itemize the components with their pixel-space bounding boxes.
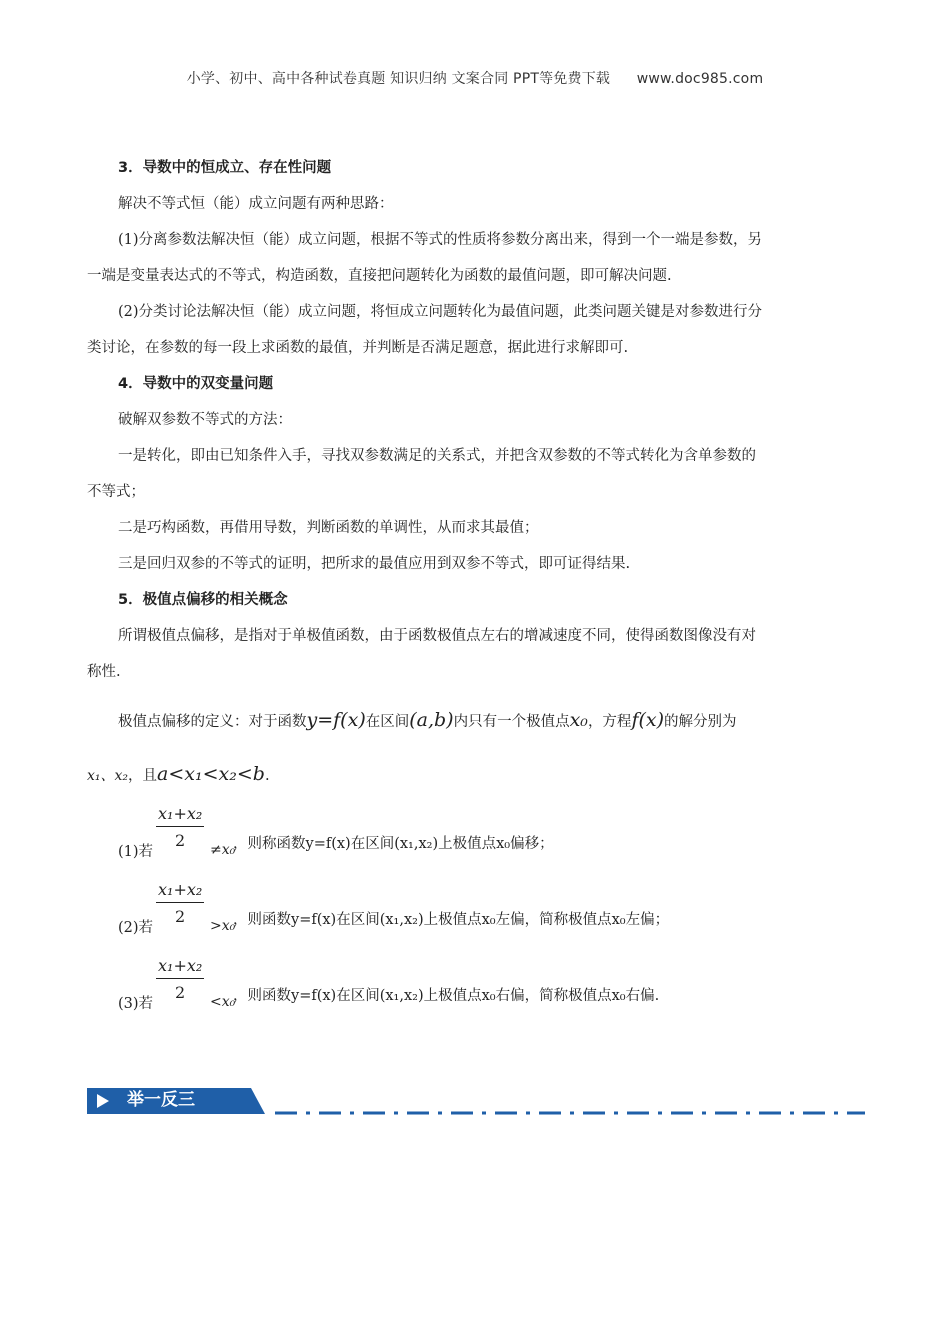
definition-line: 极值点偏移的定义：对于函数y=f(x)在区间(a,b)内只有一个极值点x₀，方程f(x)的解分别为 xyxy=(118,709,737,731)
section-3-intro: 解决不等式恒（能）成立问题有两种思路： xyxy=(118,196,394,212)
banner-label: 举一反三 xyxy=(127,1090,195,1110)
condition-label: (3)若 xyxy=(118,996,154,1012)
condition-text: ，则函数y=f(x)在区间(x₁,x₂)上极值点x₀左偏，简称极值点x₀左偏； xyxy=(233,912,670,928)
condition-1 xyxy=(87,804,865,870)
section-3-p2-line2: 类讨论，在参数的每一段上求函数的最值，并判断是否满足题意，据此进行求解即可. xyxy=(87,340,629,356)
formula-x0: x₀ xyxy=(569,709,588,731)
section-3-p1-line1: (1)分离参数法解决恒（能）成立问题，根据不等式的性质将参数分离出来，得到一个一端是参数，另 xyxy=(118,232,763,248)
section-4-p2: 二是巧构函数，再借用导数，判断函数的单调性，从而求其最值； xyxy=(118,520,539,536)
banner-graphic xyxy=(87,1084,867,1120)
section-3-p1-line2: 一端是变量表达式的不等式，构造函数，直接把问题转化为函数的最值问题，即可解决问题. xyxy=(87,268,672,284)
section-4-p1-line1: 一是转化，即由已知条件入手，寻找双参数满足的关系式，并把含双参数的不等式转化为含单参数的 xyxy=(118,448,756,464)
formula-a-lt-x1-lt-x2-lt-b: a<x₁<x₂<b xyxy=(157,763,265,785)
header-text: 小学、初中、高中各种试卷真题 知识归纳 文案合同 PPT等免费下载 xyxy=(186,71,611,87)
condition-relation: ≠x₀ xyxy=(210,842,236,858)
formula-y-eq-fx: y=f(x) xyxy=(306,709,366,731)
fraction-midpoint: $\frac{\text{x₁+x₂}}{2}$ xyxy=(158,880,203,926)
condition-text: ，则称函数y=f(x)在区间(x₁,x₂)上极值点x₀偏移； xyxy=(233,836,554,852)
condition-label: (2)若 xyxy=(118,920,154,936)
page-header xyxy=(0,68,950,88)
section-3-p2-line1: (2)分类讨论法解决恒（能）成立问题，将恒成立问题转化为最值问题，此类问题关键是对参数进行分 xyxy=(118,304,763,320)
condition-label: (1)若 xyxy=(118,844,154,860)
section-4-p3: 三是回归双参的不等式的证明，把所求的最值应用到双参不等式，即可证得结果. xyxy=(118,556,631,572)
condition-text: ，则函数y=f(x)在区间(x₁,x₂)上极值点x₀右偏，简称极值点x₀右偏. xyxy=(233,988,660,1004)
formula-interval-ab: (a,b) xyxy=(409,709,454,731)
roots-line: x₁、x₂，且a<x₁<x₂<b. xyxy=(87,763,270,785)
fraction-midpoint: $\frac{\text{x₁+x₂}}{2}$ xyxy=(158,804,203,850)
header-site-link[interactable]: www.doc985.com xyxy=(636,71,764,87)
fraction-midpoint: $\frac{\text{x₁+x₂}}{2}$ xyxy=(158,956,203,1002)
formula-x1-x2: x₁、x₂ xyxy=(87,768,129,784)
main-content xyxy=(87,150,865,1022)
section-4-intro: 破解双参数不等式的方法： xyxy=(118,412,292,428)
condition-relation: <x₀ xyxy=(210,994,236,1010)
condition-3 xyxy=(87,956,865,1022)
practice-banner xyxy=(87,1084,867,1120)
section-3-title: 3．导数中的恒成立、存在性问题 xyxy=(118,160,332,176)
condition-2 xyxy=(87,880,865,946)
formula-fx: f(x) xyxy=(631,709,665,731)
section-5-title: 5．极值点偏移的相关概念 xyxy=(118,592,288,608)
section-4-title: 4．导数中的双变量问题 xyxy=(118,376,274,392)
section-5-p1-line1: 所谓极值点偏移，是指对于单极值函数，由于函数极值点左右的增减速度不同，使得函数图像没有对 xyxy=(118,628,756,644)
condition-relation: >x₀ xyxy=(210,918,236,934)
section-5-p1-line2: 称性. xyxy=(87,664,121,680)
section-4-p1-line2: 不等式； xyxy=(87,484,145,500)
